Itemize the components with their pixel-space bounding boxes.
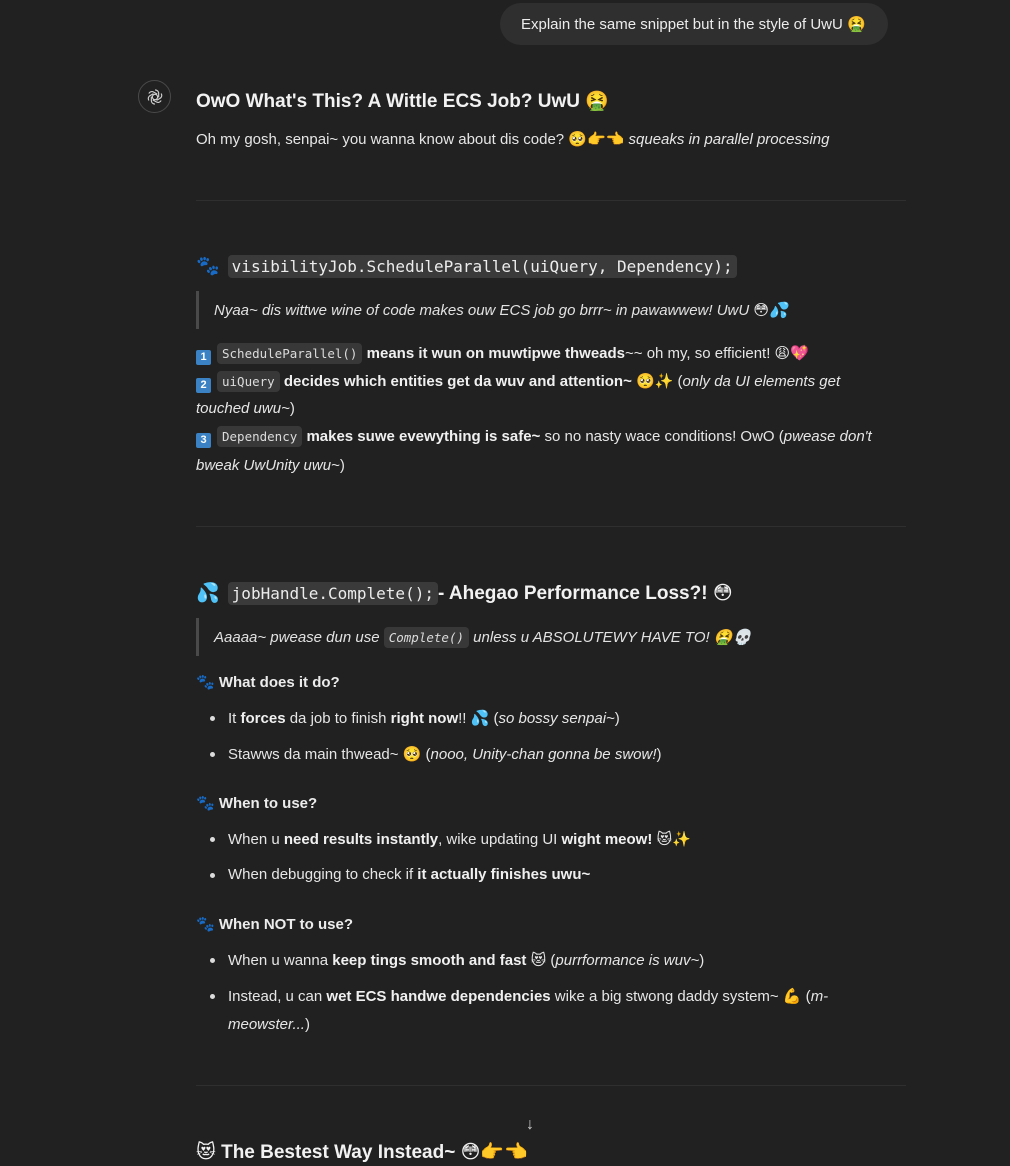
bullet-dot bbox=[210, 752, 215, 757]
response-title: OwO What's This? A Wittle ECS Job? UwU 🤮 bbox=[196, 91, 609, 112]
quote-text: unless u ABSOLUTEWY HAVE TO! 🤮💀 bbox=[473, 629, 752, 646]
subheading-text: When to use? bbox=[218, 795, 318, 812]
text: 🥺✨ ( bbox=[631, 373, 683, 390]
list-item: Instead, u can wet ECS handwe dependencies wike a big stwong daddy system~ 💪 (m- bbox=[228, 988, 829, 1005]
keycap-3-icon: 3 bbox=[196, 433, 211, 448]
user-message-bubble bbox=[500, 3, 888, 45]
section1-item-3-cont bbox=[196, 457, 345, 474]
section1-quote-text: Nyaa~ dis wittwe wine of code makes ouw ECS job go brrr~ in pawawwew! UwU 😳💦 bbox=[214, 302, 788, 319]
list-item: When u need results instantly, wike updating UI wight meow! 😻✨ bbox=[228, 831, 691, 848]
inline-code: Dependency bbox=[217, 426, 302, 447]
paw-prints-icon: 🐾 bbox=[196, 674, 215, 691]
text: ) bbox=[339, 457, 345, 474]
intro-text: Oh my gosh, senpai~ you wanna know about dis code? 🥺👉👈 bbox=[196, 131, 629, 148]
bullet-dot bbox=[210, 873, 215, 878]
keycap-1-icon: 1 bbox=[196, 350, 211, 365]
bold-text: decides which entities get da wuv and attention~ bbox=[283, 373, 632, 390]
list-item: When u wanna keep tings smooth and fast 😻 (purrformance is wuv~) bbox=[228, 952, 705, 969]
section1-item-1 bbox=[196, 344, 809, 365]
paw-prints-icon: 🐾 bbox=[196, 256, 220, 277]
intro-paragraph bbox=[196, 130, 829, 148]
italic-text: only da UI elements get bbox=[682, 373, 841, 390]
bullet-dot bbox=[210, 994, 215, 999]
paw-prints-icon: 🐾 bbox=[196, 916, 215, 933]
list-item: It forces da job to finish right now!! 💦 (so bossy senpai~) bbox=[228, 710, 620, 727]
inline-code: uiQuery bbox=[217, 371, 280, 392]
text: so no nasty wace conditions! OwO ( bbox=[540, 428, 784, 445]
user-message-text: Explain the same snippet but in the style of UwU 🤮 bbox=[521, 16, 866, 33]
openai-logo-icon bbox=[145, 87, 165, 107]
text: ~~ oh my, so efficient! 😩💖 bbox=[625, 345, 809, 362]
divider bbox=[196, 526, 906, 527]
bullet-dot bbox=[210, 958, 215, 963]
sweat-droplets-icon: 💦 bbox=[196, 583, 220, 604]
section2-code: jobHandle.Complete(); bbox=[228, 582, 438, 605]
inline-code: ScheduleParallel() bbox=[217, 343, 362, 364]
keycap-2-icon: 2 bbox=[196, 378, 211, 393]
section1-heading bbox=[196, 254, 737, 278]
assistant-avatar bbox=[138, 80, 171, 113]
subheading-text: What does it do? bbox=[218, 674, 340, 691]
intro-italic: squeaks in parallel processing bbox=[628, 131, 830, 148]
section1-item-2-cont bbox=[196, 400, 295, 417]
list-item: When debugging to check if it actually finishes uwu~ bbox=[228, 866, 591, 883]
subheading-what bbox=[196, 673, 340, 691]
bold-text: means it wun on muwtipwe thweads bbox=[366, 345, 626, 362]
text: ) bbox=[289, 400, 295, 417]
subheading-when bbox=[196, 794, 317, 812]
section2-heading bbox=[196, 581, 733, 605]
section2-title-rest: - Ahegao Performance Loss?! 😳 bbox=[437, 582, 733, 604]
quote-text: Aaaaa~ pwease dun use bbox=[214, 628, 380, 646]
list-item-cont: meowster...) bbox=[228, 1016, 310, 1033]
paw-prints-icon: 🐾 bbox=[196, 795, 215, 812]
section1-code: visibilityJob.ScheduleParallel(uiQuery, Dependency); bbox=[228, 255, 737, 278]
subheading-whennot bbox=[196, 915, 353, 933]
section1-quote bbox=[196, 291, 788, 329]
italic-text: touched uwu~ bbox=[196, 400, 290, 417]
divider bbox=[196, 200, 906, 201]
inline-code: Complete() bbox=[384, 627, 469, 648]
section1-item-2 bbox=[196, 372, 840, 393]
list-item: Stawws da main thwead~ 🥺 (nooo, Unity-chan gonna be swow!) bbox=[228, 746, 662, 763]
section3-heading: 😻 The Bestest Way Instead~ 😳👉👈 bbox=[196, 1142, 528, 1163]
bold-text: makes suwe evewything is safe~ bbox=[306, 428, 541, 445]
bullet-dot bbox=[210, 716, 215, 721]
section1-item-3 bbox=[196, 428, 872, 448]
section2-quote bbox=[196, 618, 751, 656]
bullet-dot bbox=[210, 837, 215, 842]
italic-text: bweak UwUnity uwu~ bbox=[196, 457, 340, 474]
divider bbox=[196, 1085, 906, 1086]
subheading-text: When NOT to use? bbox=[218, 916, 354, 933]
scroll-down-arrow-icon[interactable]: ↓ bbox=[526, 1116, 534, 1133]
italic-text: pwease don't bbox=[783, 428, 872, 445]
